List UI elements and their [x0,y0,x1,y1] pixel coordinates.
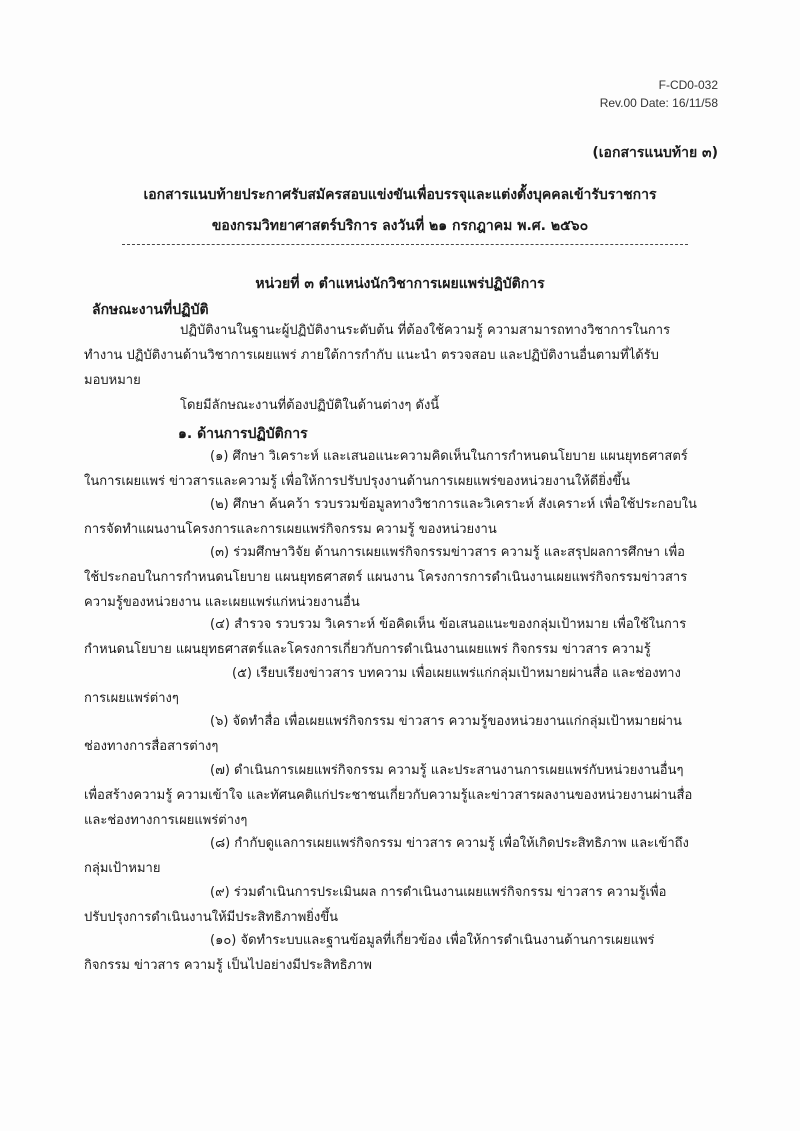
dashed-divider [122,244,688,245]
item-line: (๒) ศึกษา ค้นคว้า รวบรวมข้อมูลทางวิชาการและวิเคราะห์ สังเคราะห์ เพื่อใช้ประกอบใน [210,497,697,512]
item-line: ใช้ประกอบในการกำหนดนโยบาย แผนยุทธศาสตร์ แผนงาน โครงการการดำเนินงานเผยแพร่กิจกรรมข่าวสาร [84,570,688,585]
item-8 [84,831,708,881]
intro-line: มอบหมาย [84,373,141,388]
item-7 [84,758,708,833]
document-title-line-2: ของกรมวิทยาศาสตร์บริการ ลงวันที่ ๒๑ กรกฎาคม พ.ศ. ๒๕๖๐ [211,218,589,234]
intro-line: ปฏิบัติงานในฐานะผู้ปฏิบัติงานระดับต้น ที่ต้องใช้ความรู้ ความสามารถทางวิชาการในการ [180,323,671,338]
item-line: และช่องทางการเผยแพร่ต่างๆ [84,813,248,828]
item-line: การเผยแพร่ต่างๆ [84,691,179,706]
job-nature-heading: ลักษณะงานที่ปฏิบัติ [92,302,209,318]
item-line: ความรู้ของหน่วยงาน และเผยแพร่แก่หน่วยงานอื่น [84,595,360,610]
annex-label: (เอกสารแนบท้าย ๓) [592,145,718,161]
item-2 [84,492,708,542]
item-line: (๘) กำกับดูแลการเผยแพร่กิจกรรม ข่าวสาร ความรู้ เพื่อให้เกิดประสิทธิภาพ และเข้าถึง [210,836,689,851]
item-3 [84,540,708,615]
item-line: ปรับปรุงการดำเนินงานให้มีประสิทธิภาพยิ่งขึ้น [84,910,339,925]
item-line: (๔) สำรวจ รวบรวม วิเคราะห์ ข้อคิดเห็น ข้อเสนอแนะของกลุ่มเป้าหมาย เพื่อใช้ในการ [210,617,687,632]
revision-date: Rev.00 Date: 16/11/58 [599,96,718,110]
intro-line: ทำงาน ปฏิบัติงานด้านวิชาการเผยแพร่ ภายใต้การกำกับ แนะนำ ตรวจสอบ และปฏิบัติงานอื่นตามที่ได้รับ [84,348,659,363]
form-code: F-CD0-032 [658,78,718,92]
item-line: ช่องทางการสื่อสารต่างๆ [84,739,219,754]
document-title-line-1: เอกสารแนบท้ายประกาศรับสมัครสอบแข่งขันเพื่อบรรจุและแต่งตั้งบุคคลเข้ารับราชการ [143,187,657,203]
item-line: (๑) ศึกษา วิเคราะห์ และเสนอแนะความคิดเห็นในการกำหนดนโยบาย แผนยุทธศาสตร์ [210,449,688,464]
item-line: ในการเผยแพร่ ข่าวสารและความรู้ เพื่อให้การปรับปรุงงานด้านการเผยแพร่ของหน่วยงานให้ดียิ่งขึ้น [84,474,631,489]
detail-intro-text: โดยมีลักษณะงานที่ต้องปฏิบัติในด้านต่างๆ ดังนี้ [180,398,440,413]
item-line: (๖) จัดทำสื่อ เพื่อเผยแพร่กิจกรรม ข่าวสาร ความรู้ของหน่วยงานแก่กลุ่มเป้าหมายผ่าน [210,714,682,729]
item-6 [84,709,708,759]
item-4 [84,612,708,662]
item-line: (๕) เรียบเรียงข่าวสาร บทความ เพื่อเผยแพร่แก่กลุ่มเป้าหมายผ่านสื่อ และช่องทาง [232,666,681,681]
item-line: เพื่อสร้างความรู้ ความเข้าใจ และทัศนคติแก่ประชาชนเกี่ยวกับความรู้และข่าวสารผลงานของหน่วยงานผ่านสื่อ [84,788,693,803]
item-line: (๙) ร่วมดำเนินการประเมินผล การดำเนินงานเผยแพร่กิจกรรม ข่าวสาร ความรู้เพื่อ [210,885,667,900]
job-nature-intro [84,318,708,393]
item-line: (๑๐) จัดทำระบบและฐานข้อมูลที่เกี่ยวข้อง เพื่อให้การดำเนินงานด้านการเผยแพร่ [210,933,655,948]
item-line: (๗) ดำเนินการเผยแพร่กิจกรรม ความรู้ และประสานงานการเผยแพร่กับหน่วยงานอื่นๆ [210,763,684,778]
detail-intro [84,393,708,418]
item-line: กลุ่มเป้าหมาย [84,861,161,876]
item-10 [84,928,708,978]
item-1 [84,444,708,494]
unit-title: หน่วยที่ ๓ ตำแหน่งนักวิชาการเผยแพร่ปฏิบัติการ [255,276,545,292]
item-line: กิจกรรม ข่าวสาร ความรู้ เป็นไปอย่างมีประสิทธิภาพ [84,958,372,973]
item-5 [84,661,708,711]
item-line: กำหนดนโยบาย แผนยุทธศาสตร์และโครงการเกี่ยวกับการดำเนินงานเผยแพร่ กิจกรรม ข่าวสาร ความรู้ [84,642,651,657]
item-line: การจัดทำแผนงานโครงการและการเผยแพร่กิจกรรม ความรู้ ของหน่วยงาน [84,522,497,537]
item-line: (๓) ร่วมศึกษาวิจัย ด้านการเผยแพร่กิจกรรมข่าวสาร ความรู้ และสรุปผลการศึกษา เพื่อ [210,545,685,560]
section-1-heading: ๑. ด้านการปฏิบัติการ [178,426,308,442]
item-9 [84,880,708,930]
